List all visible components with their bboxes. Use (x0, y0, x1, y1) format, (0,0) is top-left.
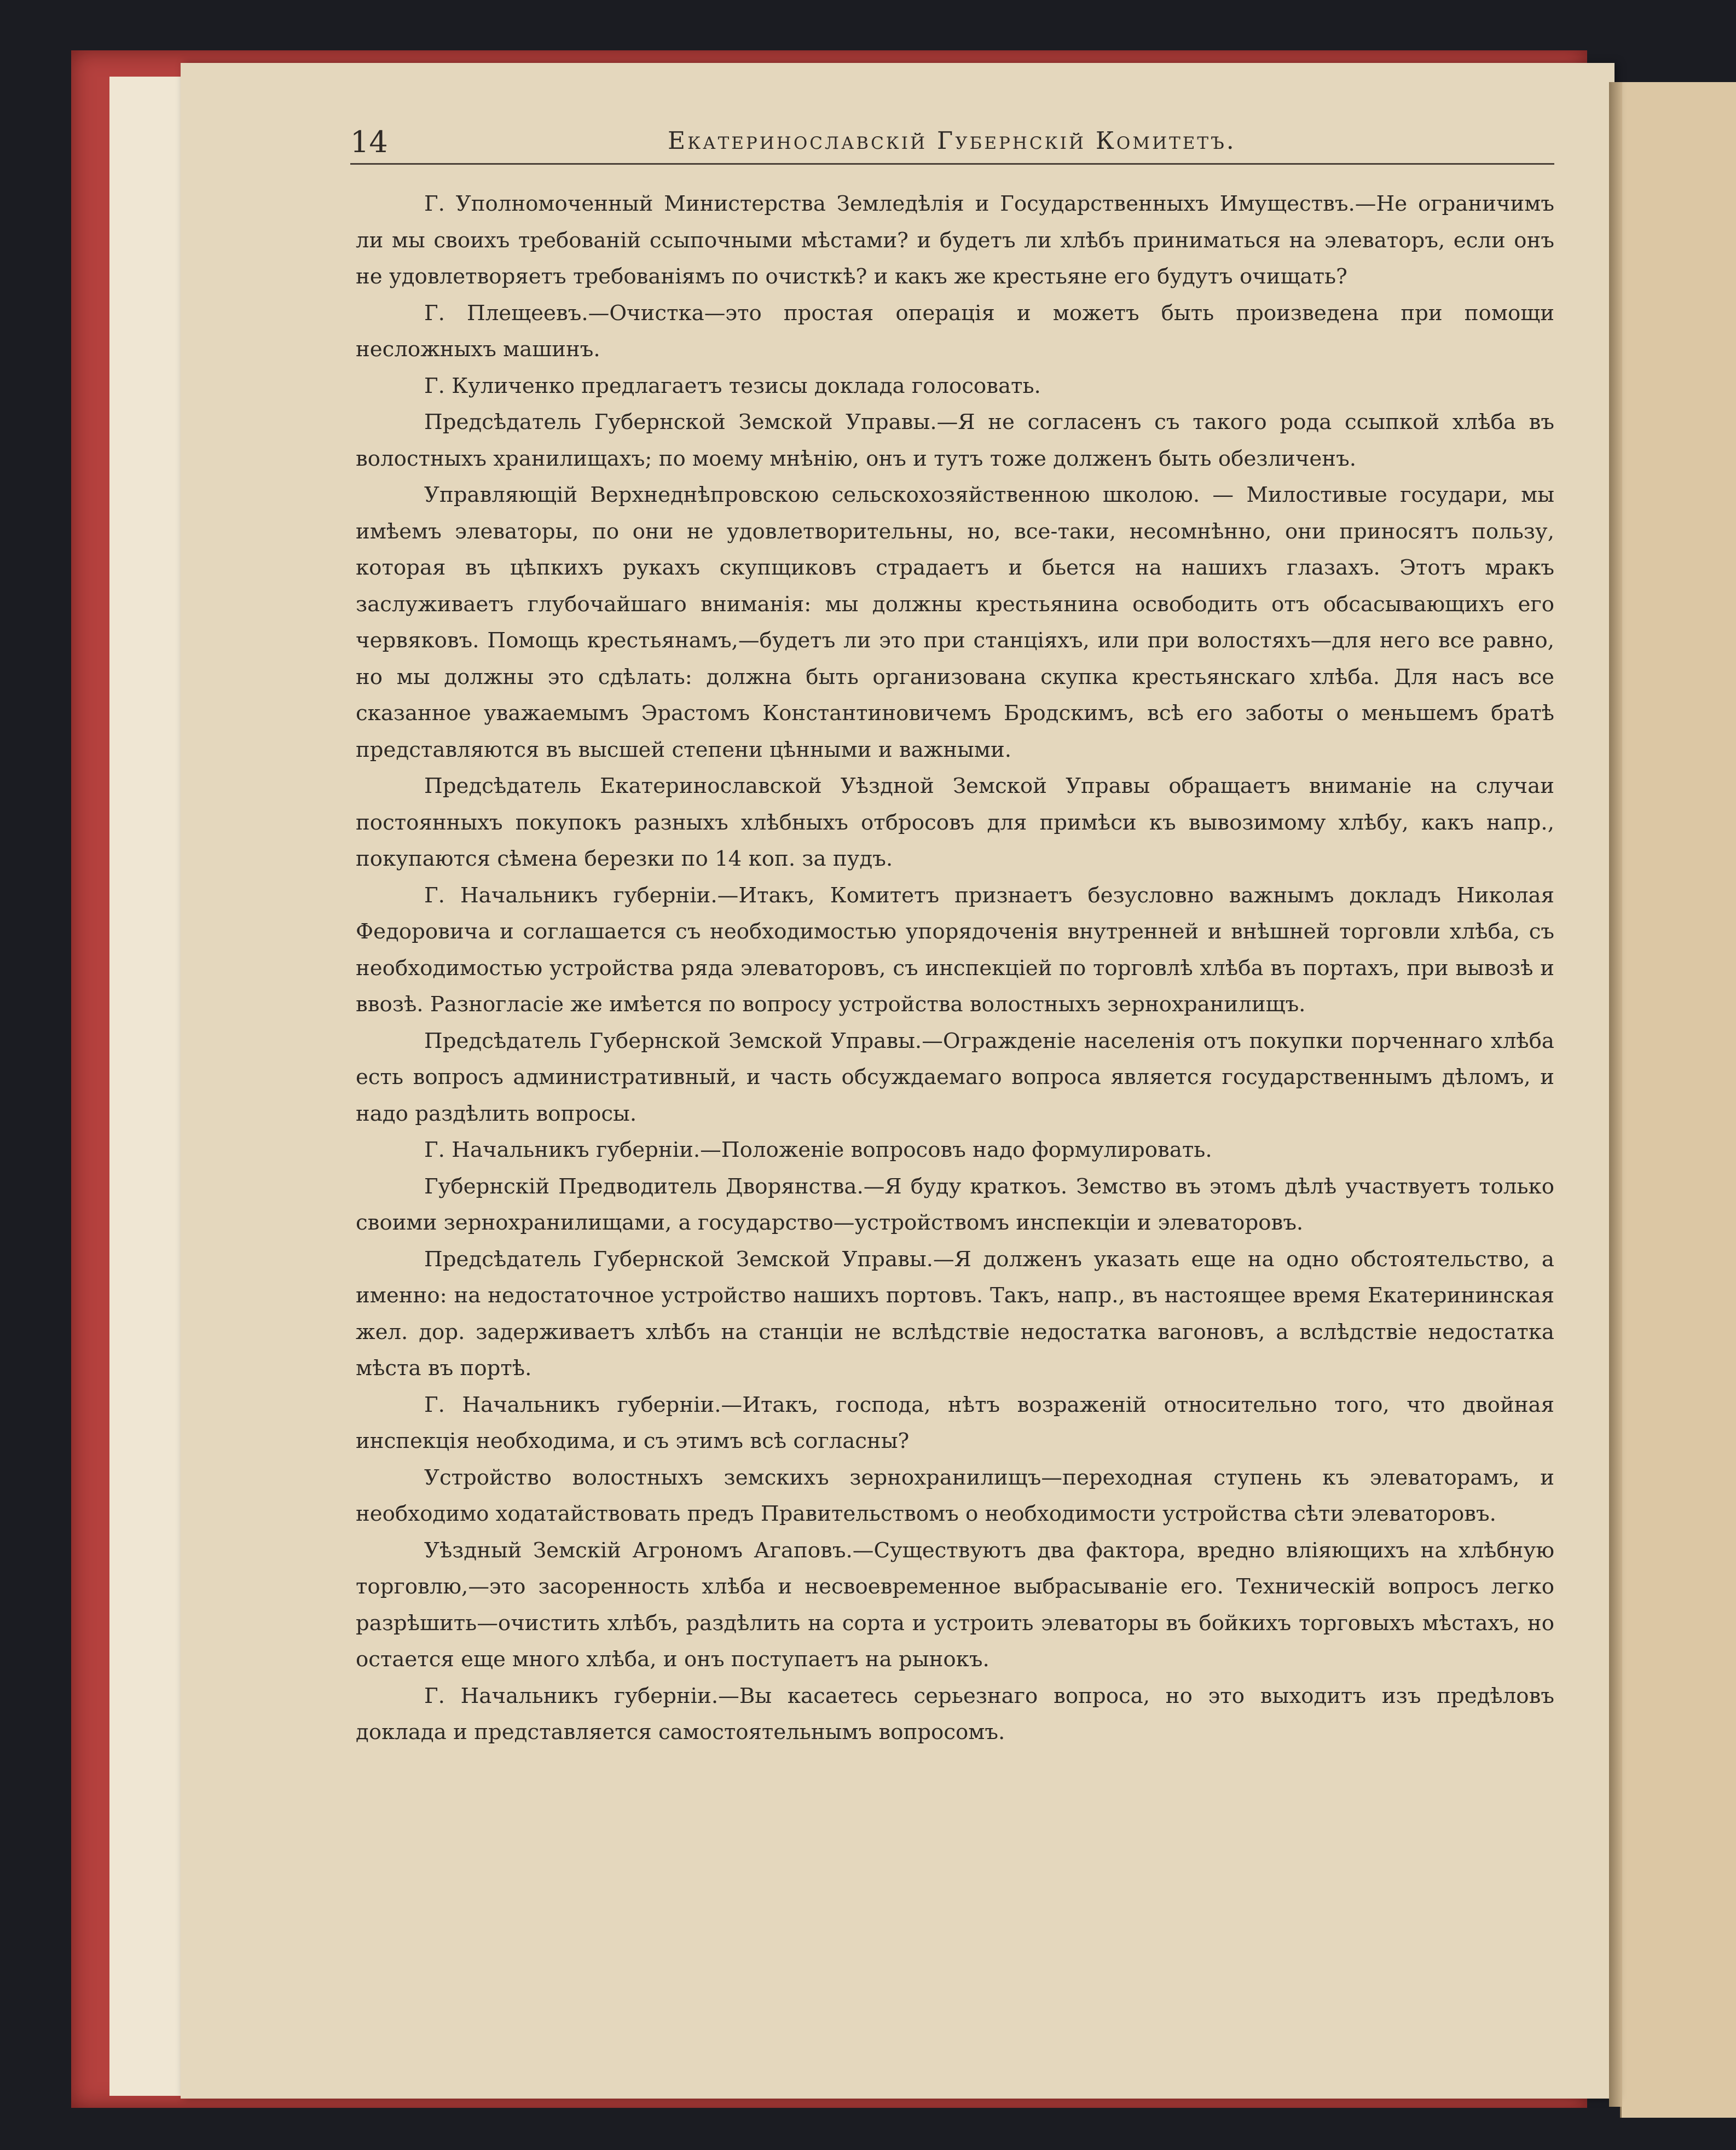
paragraph: Предсѣдатель Губернской Земской Управы.—Я не согласенъ съ такого рода ссыпкой хлѣба въ волостныхъ хранилищахъ; по моему мнѣнію, онъ и тутъ тоже долженъ быть обезличенъ. (356, 410, 1554, 471)
paragraph: Устройство волостныхъ земскихъ зернохранилищъ—переходная ступень къ элеваторамъ, и необходимо ходатайствовать предъ Правительствомъ о необходимости устройства сѣти элеваторовъ. (356, 1465, 1554, 1526)
paragraph: Г. Начальникъ губерніи.—Вы касаетесь серьезнаго вопроса, но это выходитъ изъ предѣловъ доклада и представляется самостоятельнымъ вопросомъ. (356, 1683, 1554, 1745)
page-number: 14 (350, 125, 388, 159)
paragraph: Г. Начальникъ губерніи.—Итакъ, господа, нѣтъ возраженій относительно того, что двойная инспекція необходима, и съ этимъ всѣ согласны? (356, 1392, 1554, 1453)
paragraph: Управляющій Верхнеднѣпровскою сельскохозяйственною школою. — Милостивые государи, мы имѣемъ элеваторы, по они не удовлетворительны, но, все-таки, несомнѣнно, они приносятъ пользу, которая въ цѣпкихъ рукахъ скупщиковъ страдаетъ и бьется на нашихъ глазахъ. Этотъ мракъ заслуживаетъ глубочайшаго вниманія: мы должны крестьянина освободить отъ обсасывающихъ его червяковъ. Помощь крестьянамъ,—будетъ ли это при станціяхъ, или при волостяхъ—для него все равно, но мы должны это сдѣлать: должна быть организована скупка крестьянскаго хлѣба. Для насъ все сказанное уважаемымъ Эрастомъ Константиновичемъ Бродскимъ, всѣ его заботы о меньшемъ братѣ представляются въ высшей степени цѣнными и важными. (356, 483, 1554, 762)
paragraph: Г. Начальникъ губерніи.—Итакъ, Комитетъ признаетъ безусловно важнымъ докладъ Николая Федоровича и соглашается съ необходимостью упорядоченія внутренней и внѣшней торговли хлѣба, съ необходимостью устройства ряда элеваторовъ, съ инспекціей по торговлѣ хлѣба въ портахъ, при вывозѣ и ввозѣ. Разногласіе же имѣется по вопросу устройства волостныхъ зернохранилищъ. (356, 883, 1554, 1017)
paragraph: Г. Плещеевъ.—Очистка—это простая операція и можетъ быть произведена при помощи несложныхъ машинъ. (356, 300, 1554, 362)
running-head (350, 119, 1554, 165)
paragraph: Губернскій Предводитель Дворянства.—Я буду краткоъ. Земство въ этомъ дѣлѣ участвуетъ только своими зернохранилищами, а государство—устройствомъ инспекціи и элеваторовъ. (356, 1174, 1554, 1235)
paragraph: Предсѣдатель Губернской Земской Управы.—Огражденіе населенія отъ покупки порченнаго хлѣба есть вопросъ административный, и часть обсуждаемаго вопроса является государственнымъ дѣломъ, и надо раздѣлить вопросы. (356, 1028, 1554, 1126)
running-title: Екатеринославскій Губернскій Комитетъ. (668, 127, 1236, 155)
endpaper-strip (109, 77, 192, 2096)
paragraph: Г. Уполномоченный Министерства Земледѣлія и Государственныхъ Имуществъ.—Не ограничимъ ли мы своихъ требованій ссыпочными мѣстами? и будетъ ли хлѣбъ приниматься на элеваторъ, если онъ не удовлетворяетъ требованіямъ по очисткѣ? и какъ же крестьяне его будутъ очищать? (356, 192, 1554, 289)
paragraph: Г. Куличенко предлагаетъ тезисы доклада голосовать. (424, 373, 1041, 398)
page-gutter (1609, 82, 1622, 2107)
page-body (356, 186, 1554, 1751)
adjacent-page-edge (1620, 82, 1736, 2118)
paragraph: Предсѣдатель Губернской Земской Управы.—Я долженъ указать еще на одно обстоятельство, а именно: на недостаточное устройство нашихъ портовъ. Такъ, напр., въ настоящее время Екатерининская жел. дор. задерживаетъ хлѣбъ на станціи не вслѣдствіе недостатка вагоновъ, а вслѣдствіе недостатка мѣста въ портѣ. (356, 1247, 1554, 1381)
paragraph: Г. Начальникъ губерніи.—Положеніе вопросовъ надо формулировать. (424, 1138, 1212, 1162)
paragraph: Уѣздный Земскій Агрономъ Агаповъ.—Существуютъ два фактора, вредно вліяющихъ на хлѣбную торговлю,—это засоренность хлѣба и несвоевременное выбрасываніе его. Техническій вопросъ легко разрѣшить—очистить хлѣбъ, раздѣлить на сорта и устроить элеваторы въ бойкихъ торговыхъ мѣстахъ, но остается еще много хлѣба, и онъ поступаетъ на рынокъ. (356, 1538, 1554, 1672)
paragraph: Предсѣдатель Екатеринославской Уѣздной Земской Управы обращаетъ вниманіе на случаи постоянныхъ покупокъ разныхъ хлѣбныхъ отбросовъ для примѣси къ вывозимому хлѣбу, какъ напр., покупаются сѣмена березки по 14 коп. за пудъ. (356, 774, 1554, 871)
